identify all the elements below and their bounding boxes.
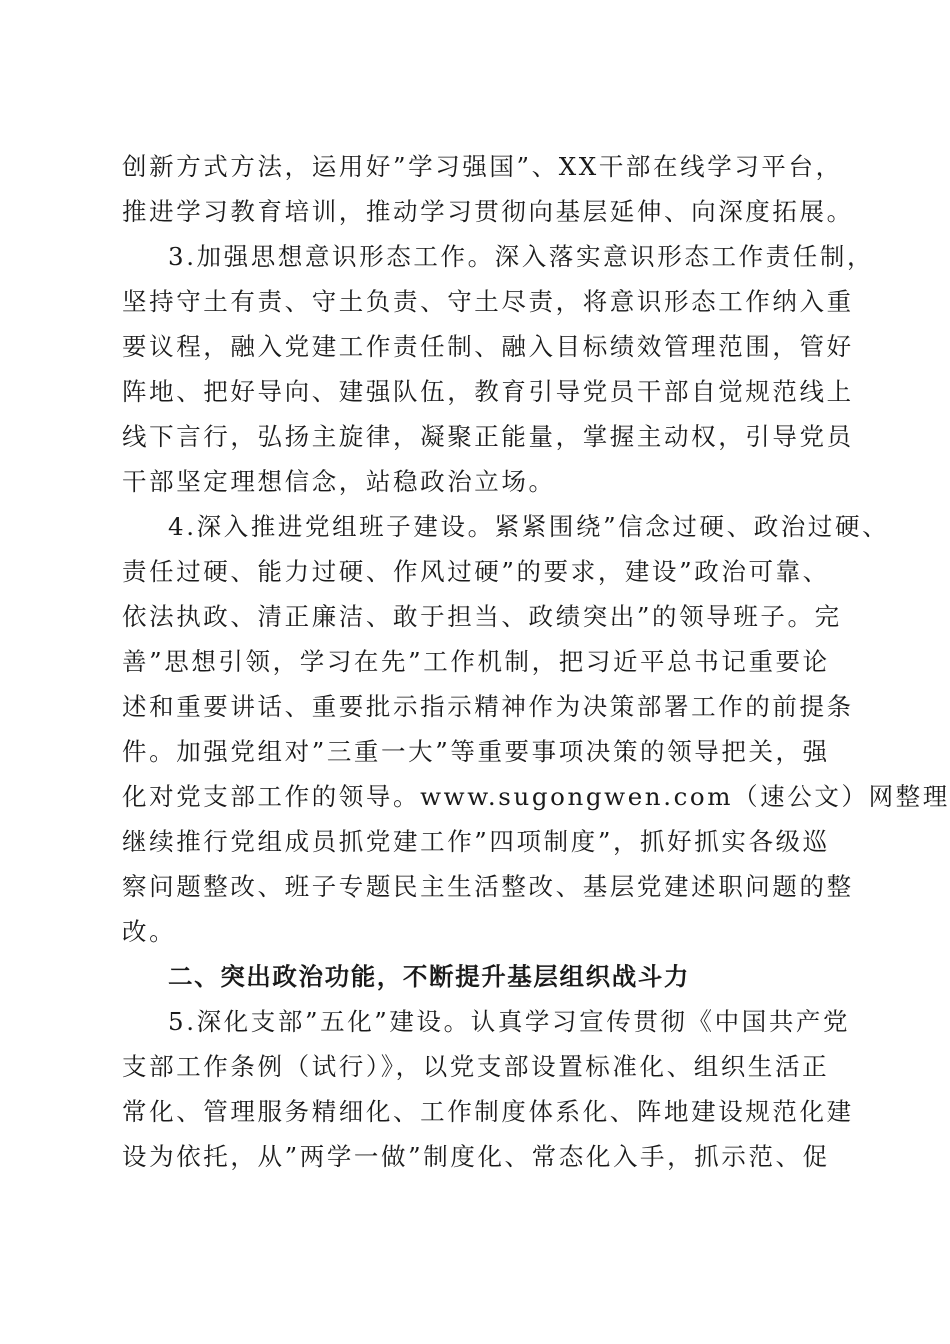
text-line: 常化、管理服务精细化、工作制度体系化、阵地建设规范化建: [122, 1097, 854, 1126]
text-line: 坚持守土有责、守土负责、守土尽责，将意识形态工作纳入重: [122, 287, 854, 316]
text-line: 述和重要讲话、重要批示指示精神作为决策部署工作的前提条: [122, 692, 854, 721]
section-heading: 二、突出政治功能，不断提升基层组织战斗力: [168, 962, 690, 991]
text-line: 阵地、把好导向、建强队伍，教育引导党员干部自觉规范线上: [122, 377, 854, 406]
text-line: 化对党支部工作的领导。www.sugongwen.com（速公文）网整理: [122, 782, 950, 811]
text-line: 件。加强党组对”三重一大”等重要事项决策的领导把关，强: [122, 737, 830, 766]
text-line: 干部坚定理想信念，站稳政治立场。: [122, 467, 556, 496]
paragraph-start-line: 5.深化支部”五化”建设。认真学习宣传贯彻《中国共产党: [168, 1007, 851, 1036]
text-line: 责任过硬、能力过硬、作风过硬”的要求，建设”政治可靠、: [122, 557, 830, 586]
text-line: 推进学习教育培训，推动学习贯彻向基层延伸、向深度拓展。: [122, 197, 854, 226]
text-line: 支部工作条例（试行）》，以党支部设置标准化、组织生活正: [122, 1052, 830, 1081]
text-line: 依法执政、清正廉洁、敢于担当、政绩突出”的领导班子。完: [122, 602, 842, 631]
text-line: 创新方式方法，运用好”学习强国”、XX干部在线学习平台，: [122, 152, 843, 181]
paragraph-start-line: 4.深入推进党组班子建设。紧紧围绕”信念过硬、政治过硬、: [168, 512, 890, 541]
text-line: 察问题整改、班子专题民主生活整改、基层党建述职问题的整: [122, 872, 854, 901]
text-line: 设为依托，从”两学一做”制度化、常态化入手，抓示范、促: [122, 1142, 830, 1171]
text-line: 善”思想引领，学习在先”工作机制，把习近平总书记重要论: [122, 647, 830, 676]
text-line: 继续推行党组成员抓党建工作”四项制度”，抓好抓实各级巡: [122, 827, 830, 856]
text-line: 线下言行，弘扬主旋律，凝聚正能量，掌握主动权，引导党员: [122, 422, 854, 451]
document-body: [122, 144, 950, 1179]
paragraph-start-line: 3.加强思想意识形态工作。深入落实意识形态工作责任制，: [168, 242, 875, 271]
text-line: 改。: [122, 917, 177, 946]
text-line: 要议程，融入党建工作责任制、融入目标绩效管理范围，管好: [122, 332, 854, 361]
